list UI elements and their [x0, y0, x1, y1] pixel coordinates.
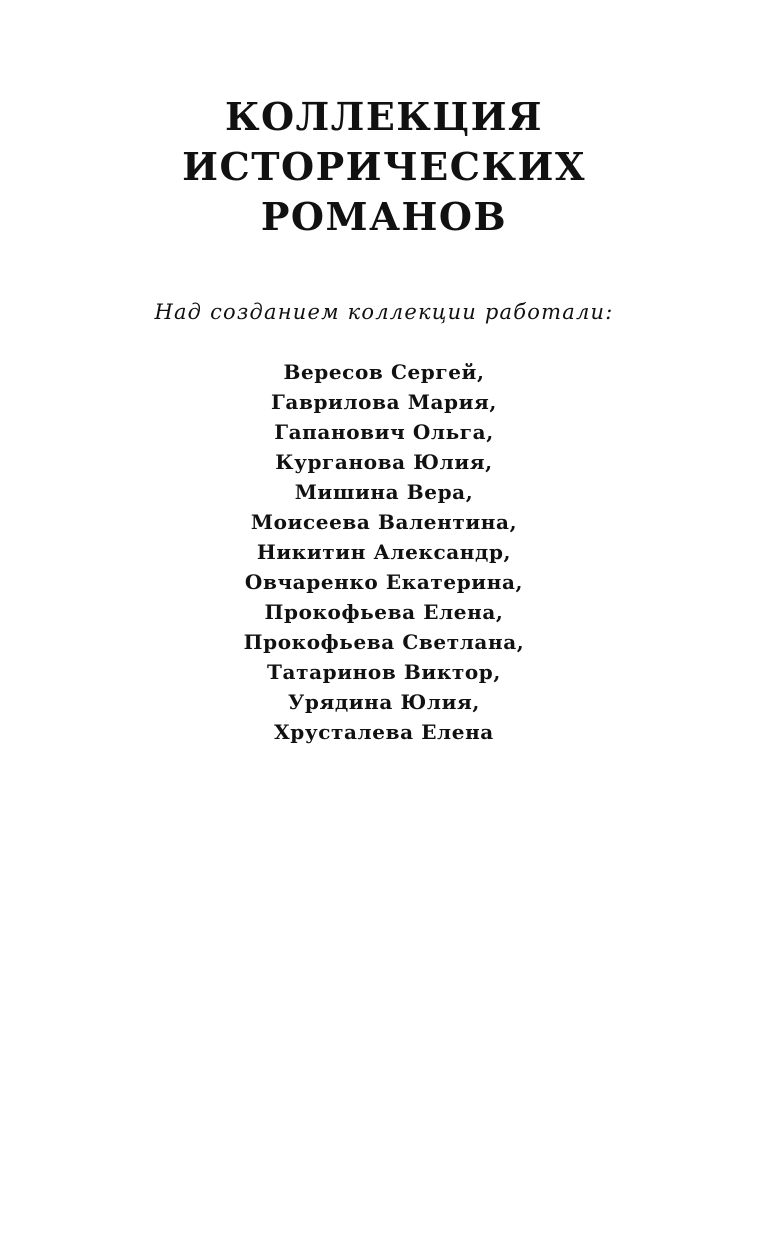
contributor-name: Моисеева Валентина, — [250, 510, 518, 534]
contributor-name: Урядина Юлия, — [288, 690, 480, 714]
contributor-name: Курганова Юлия, — [275, 450, 493, 474]
contributor-name: Гаврилова Мария, — [271, 390, 497, 414]
page-title — [0, 92, 768, 242]
contributor-name: Мишина Вера, — [294, 480, 474, 504]
contributor-name: Прокофьева Елена, — [264, 600, 504, 624]
contributor-name: Татаринов Виктор, — [267, 660, 501, 684]
contributors-list — [0, 357, 768, 747]
title-line-3: РОМАНОВ — [260, 194, 508, 239]
contributor-name: Вересов Сергей, — [283, 360, 485, 384]
title-line-2: ИСТОРИЧЕСКИХ — [182, 144, 586, 189]
contributors-heading: Над созданием коллекции работали: — [154, 300, 614, 324]
contributor-name: Прокофьева Светлана, — [243, 630, 525, 654]
contributor-name: Никитин Александр, — [256, 540, 512, 564]
contributor-name: Хрусталева Елена — [274, 720, 494, 744]
contributor-name: Овчаренко Екатерина, — [244, 570, 524, 594]
title-line-1: КОЛЛЕКЦИЯ — [224, 94, 544, 139]
contributor-name: Гапанович Ольга, — [274, 420, 494, 444]
